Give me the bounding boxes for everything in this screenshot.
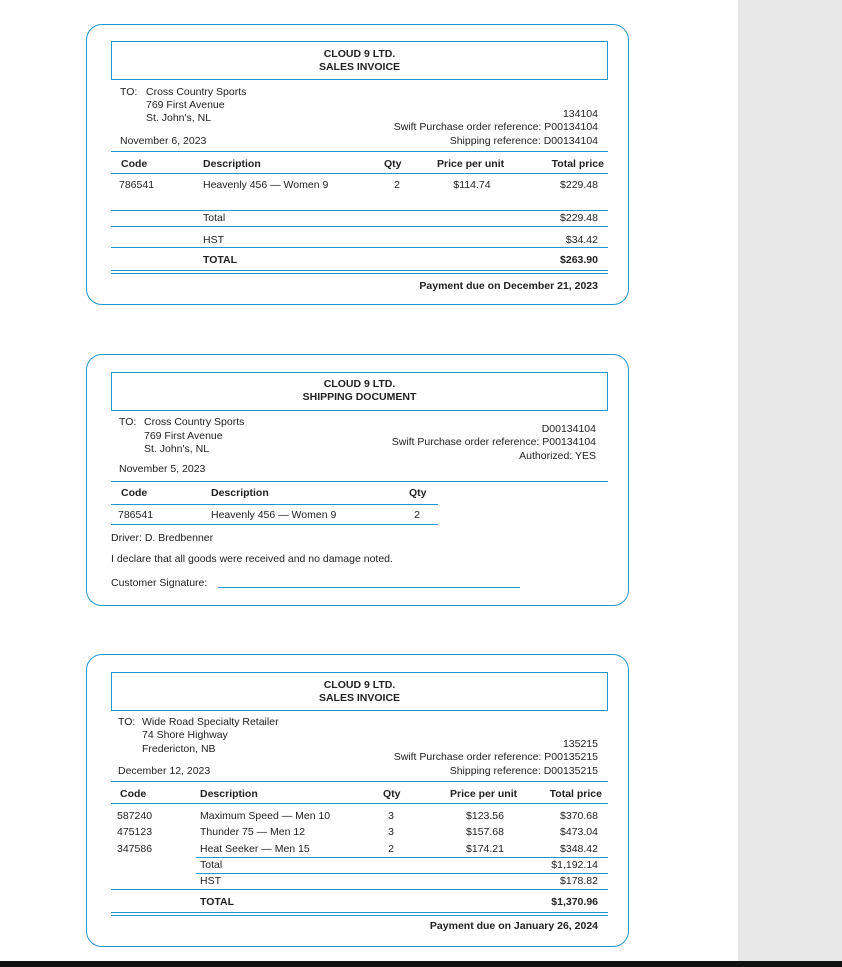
col-description-header: Description xyxy=(211,487,269,499)
to-street: 769 First Avenue xyxy=(144,430,223,442)
grand-total-value: $263.90 xyxy=(560,254,598,266)
to-name: Wide Road Specialty Retailer xyxy=(142,716,279,728)
document-type: SALES INVOICE xyxy=(318,692,401,704)
item-description: Heat Seeker — Men 15 xyxy=(200,843,310,855)
subtotal-value: $1,192.14 xyxy=(551,859,598,871)
shipping-header-box xyxy=(111,372,608,411)
payment-due: Payment due on December 21, 2023 xyxy=(419,280,598,292)
company-name: CLOUD 9 LTD. xyxy=(323,679,396,691)
po-reference: Swift Purchase order reference: P00135215 xyxy=(393,751,598,763)
to-street: 74 Shore Highway xyxy=(142,729,228,741)
to-label: TO: xyxy=(120,86,138,98)
item-description: Thunder 75 — Men 12 xyxy=(200,826,306,838)
col-code-header: Code xyxy=(120,788,147,800)
invoice-header-box xyxy=(111,672,608,711)
item-code: 475123 xyxy=(117,826,153,838)
hst-value: $34.42 xyxy=(565,234,598,246)
invoice-header-box xyxy=(111,41,608,80)
shipping-reference: Shipping reference: D00134104 xyxy=(449,135,598,147)
col-qty-header: Qty xyxy=(409,487,427,499)
subtotal-label: Total xyxy=(200,859,223,871)
item-total: $370.68 xyxy=(560,810,598,822)
invoice-number: 134104 xyxy=(562,108,598,120)
col-code-header: Code xyxy=(121,158,148,170)
item-code: 786541 xyxy=(119,179,155,191)
table-header-line xyxy=(111,173,608,174)
document-type: SHIPPING DOCUMENT xyxy=(302,391,417,403)
subtotal-label: Total xyxy=(203,212,226,224)
to-street: 769 First Avenue xyxy=(146,99,225,111)
item-code: 786541 xyxy=(118,509,154,521)
company-name: CLOUD 9 LTD. xyxy=(323,378,396,390)
item-qty: 2 xyxy=(388,843,394,855)
driver-name: Driver: D. Bredbenner xyxy=(111,532,214,544)
document-type: SALES INVOICE xyxy=(318,61,401,73)
items-bottom-line xyxy=(111,210,608,211)
item-total: $348.42 xyxy=(560,843,598,855)
address-bottom-line xyxy=(111,781,608,782)
subtotal-line xyxy=(196,873,608,874)
shipping-date: November 5, 2023 xyxy=(119,463,206,475)
to-city: St. John's, NL xyxy=(144,443,210,455)
item-total: $229.48 xyxy=(560,179,598,191)
po-reference: Swift Purchase order reference: P00134104 xyxy=(391,436,596,448)
item-price: $174.21 xyxy=(466,843,504,855)
col-qty-header: Qty xyxy=(384,158,402,170)
grand-total-label: TOTAL xyxy=(203,254,238,266)
address-bottom-line xyxy=(111,151,608,152)
grand-total-label: TOTAL xyxy=(200,896,235,908)
sales-invoice-card-2 xyxy=(86,654,629,947)
to-name: Cross Country Sports xyxy=(144,416,245,428)
col-total-header: Total price xyxy=(551,158,604,170)
invoice-date: November 6, 2023 xyxy=(120,135,207,147)
item-description: Heavenly 456 — Women 9 xyxy=(203,179,329,191)
col-qty-header: Qty xyxy=(383,788,401,800)
subtotal-line xyxy=(111,226,608,227)
item-price: $114.74 xyxy=(453,179,491,191)
shipping-document-card xyxy=(86,354,629,606)
authorized-status: Authorized: YES xyxy=(519,450,596,462)
items-bottom-line xyxy=(111,524,438,525)
item-qty: 2 xyxy=(414,509,420,521)
to-name: Cross Country Sports xyxy=(146,86,247,98)
payment-due: Payment due on January 26, 2024 xyxy=(429,920,598,932)
signature-line xyxy=(218,587,520,588)
grand-total-double-line xyxy=(111,270,608,274)
item-code: 347586 xyxy=(117,843,153,855)
item-qty: 2 xyxy=(394,179,400,191)
bottom-edge-bar xyxy=(0,961,842,967)
table-header-line xyxy=(111,504,438,505)
table-header-line xyxy=(111,803,608,804)
to-label: TO: xyxy=(119,416,137,428)
hst-label: HST xyxy=(200,875,221,887)
invoice-number: 135215 xyxy=(562,738,598,750)
right-gray-margin xyxy=(738,0,842,967)
item-qty: 3 xyxy=(388,826,394,838)
address-bottom-line xyxy=(111,481,608,482)
items-bottom-line xyxy=(196,857,608,858)
col-price-header: Price per unit xyxy=(450,788,518,800)
hst-line xyxy=(111,889,608,890)
po-reference: Swift Purchase order reference: P00134104 xyxy=(393,121,598,133)
hst-label: HST xyxy=(203,234,224,246)
item-price: $157.68 xyxy=(466,826,504,838)
to-city: St. John's, NL xyxy=(146,112,212,124)
col-description-header: Description xyxy=(203,158,261,170)
sales-invoice-card-1 xyxy=(86,24,629,305)
item-qty: 3 xyxy=(388,810,394,822)
to-city: Fredericton, NB xyxy=(142,743,216,755)
invoice-date: December 12, 2023 xyxy=(118,765,211,777)
item-description: Maximum Speed — Men 10 xyxy=(200,810,331,822)
declaration-text: I declare that all goods were received and no damage noted. xyxy=(111,553,393,565)
grand-total-value: $1,370.96 xyxy=(551,896,598,908)
signature-label: Customer Signature: xyxy=(111,577,208,589)
shipping-number: D00134104 xyxy=(541,423,596,435)
hst-line xyxy=(111,247,608,248)
hst-value: $178.82 xyxy=(560,875,598,887)
col-code-header: Code xyxy=(121,487,148,499)
col-price-header: Price per unit xyxy=(437,158,505,170)
grand-total-double-line xyxy=(111,912,608,916)
col-description-header: Description xyxy=(200,788,258,800)
item-code: 587240 xyxy=(117,810,153,822)
col-total-header: Total price xyxy=(549,788,602,800)
to-label: TO: xyxy=(118,716,136,728)
item-description: Heavenly 456 — Women 9 xyxy=(211,509,337,521)
subtotal-value: $229.48 xyxy=(560,212,598,224)
item-total: $473.04 xyxy=(560,826,598,838)
company-name: CLOUD 9 LTD. xyxy=(323,48,396,60)
item-price: $123.56 xyxy=(466,810,504,822)
shipping-reference: Shipping reference: D00135215 xyxy=(449,765,598,777)
